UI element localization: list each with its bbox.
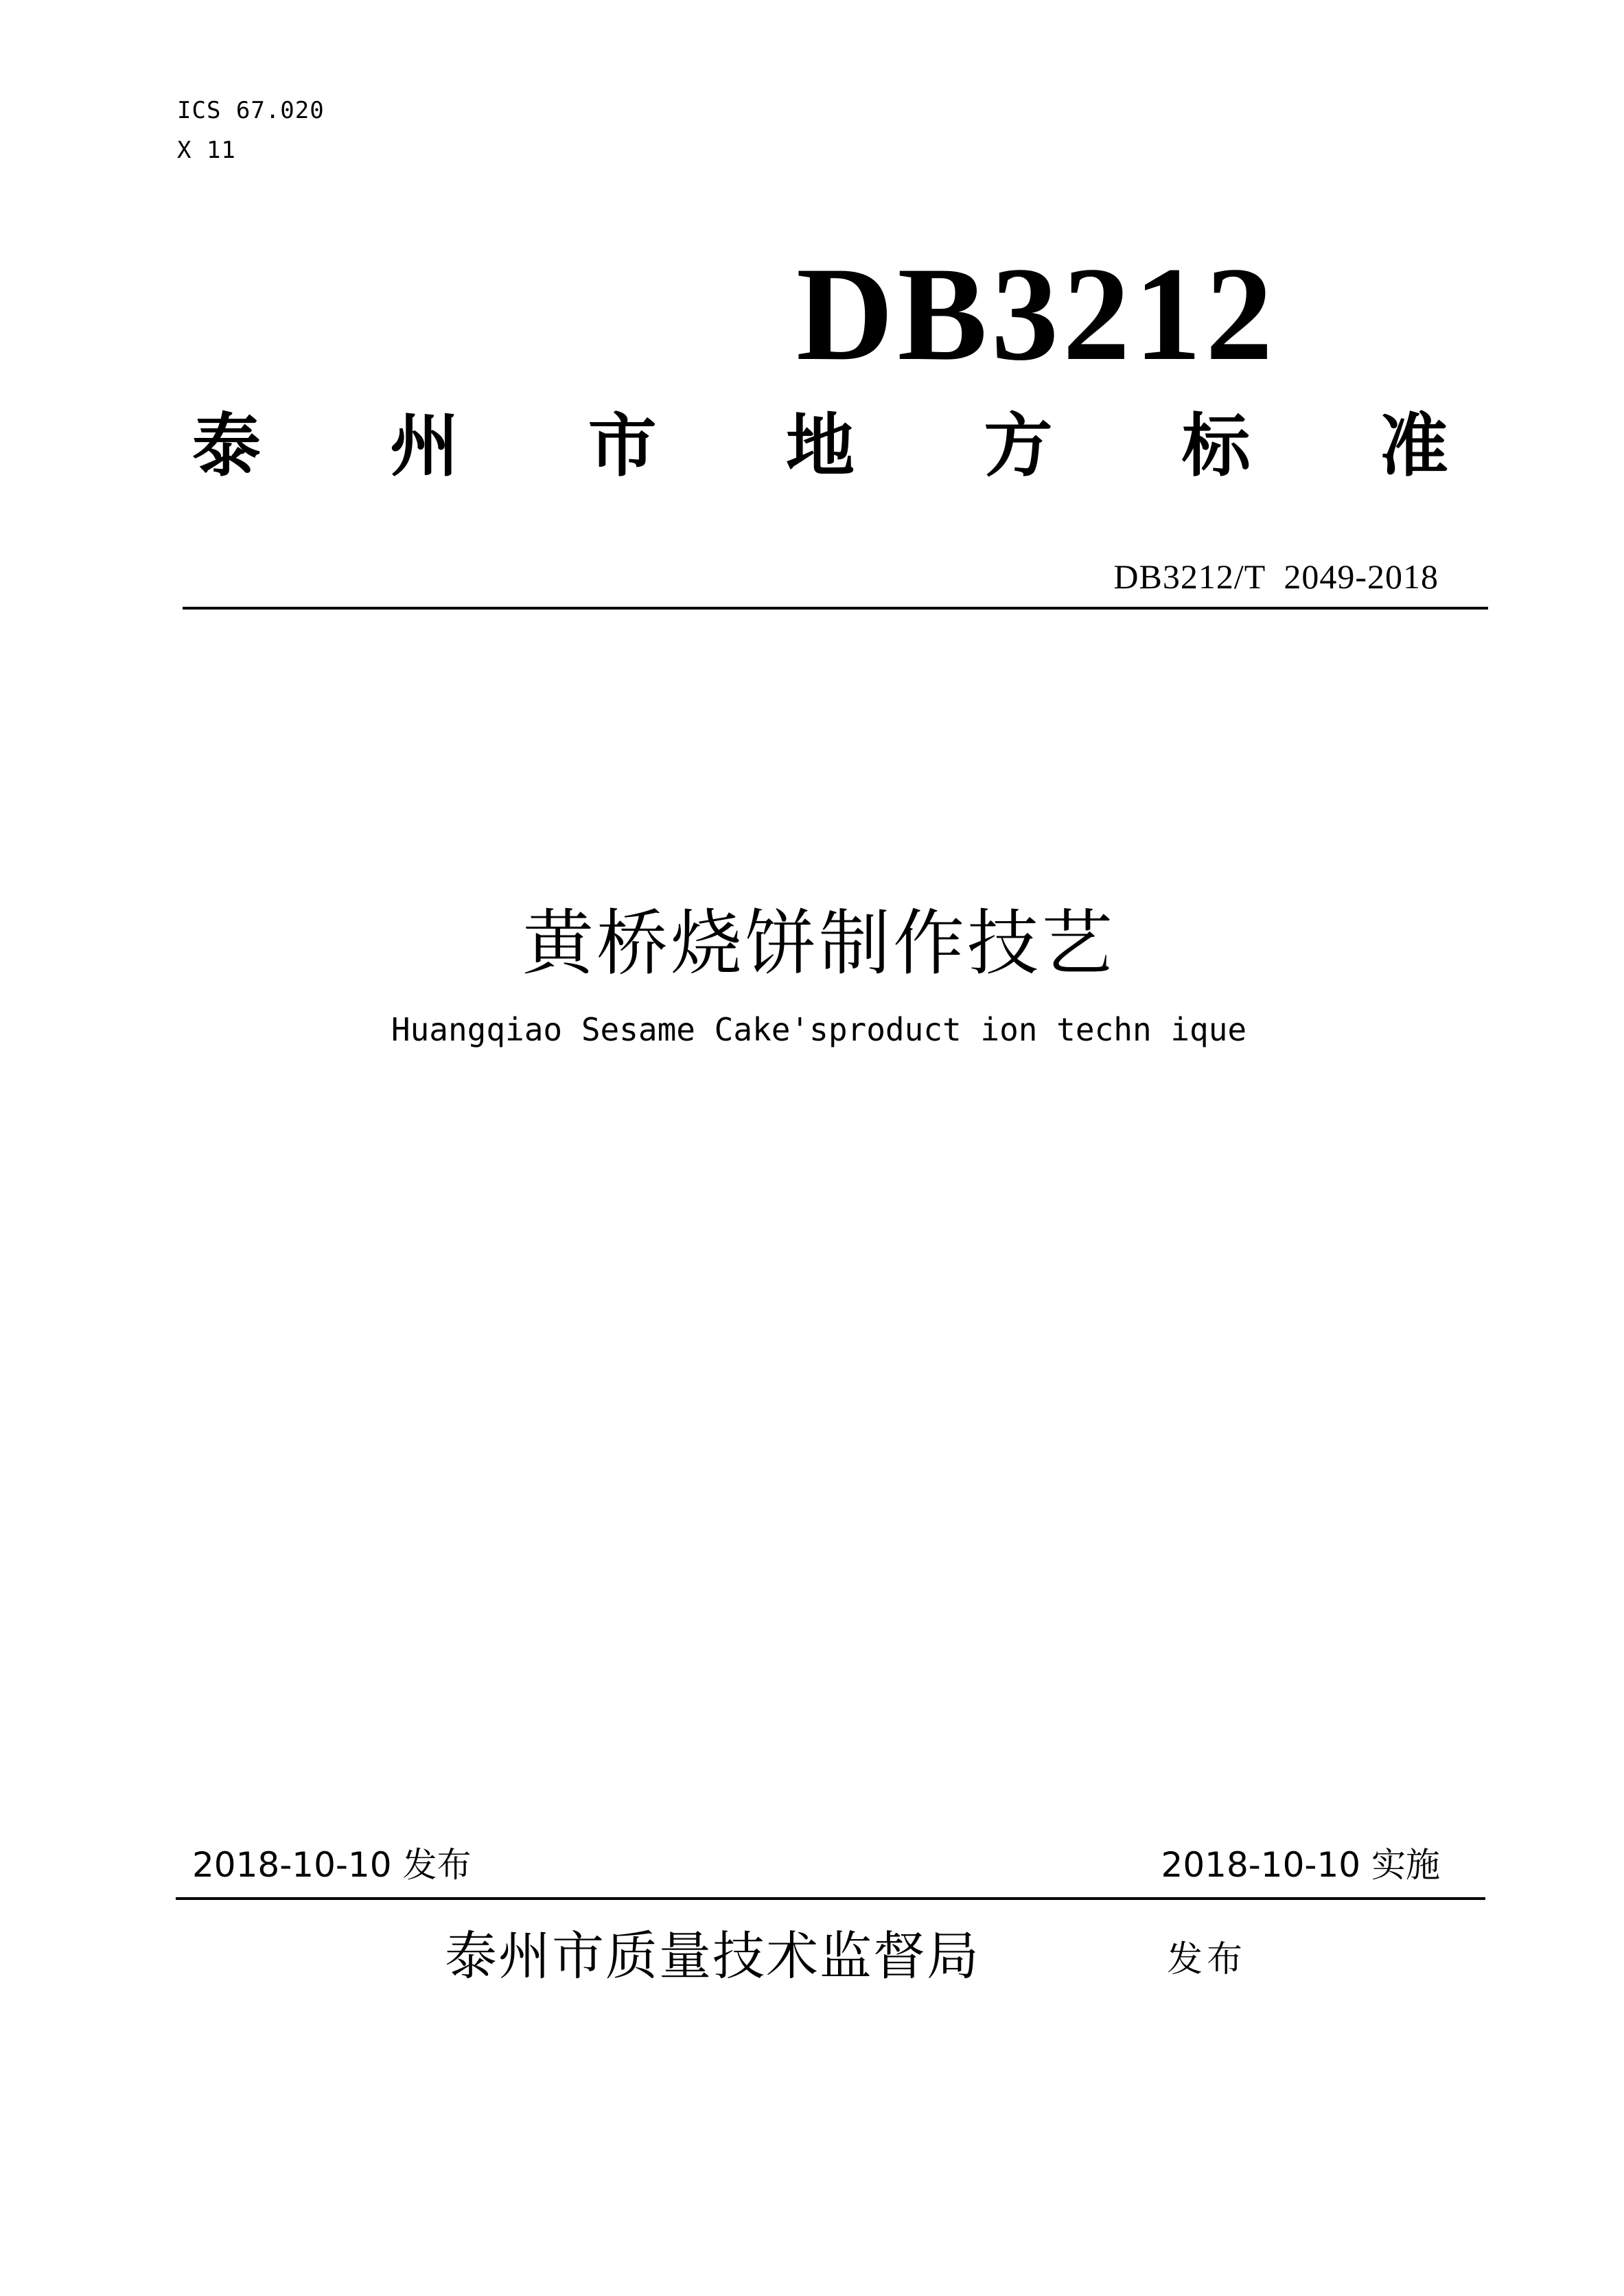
ics-code: ICS 67.020 (177, 97, 325, 124)
standard-type-char: 方 (984, 406, 1053, 486)
classification-codes (177, 91, 325, 170)
standard-type-char: 地 (785, 406, 855, 486)
standard-type-char: 准 (1379, 406, 1448, 486)
implementation-date: 2018-10-10 实施 (1161, 1845, 1440, 1885)
document-title-en: Huangqiao Sesame Cake'sproduct ion techn ique (391, 1011, 1247, 1048)
standard-type (192, 405, 1448, 487)
ccs-code: X 11 (177, 137, 236, 164)
standard-type-char: 市 (588, 406, 657, 486)
document-title-cn: 黄桥烧饼制作技艺 (522, 901, 1115, 985)
bottom-divider (176, 1897, 1485, 1900)
standard-type-char: 标 (1181, 406, 1251, 486)
standard-number: DB3212/T 2049-2018 (1113, 557, 1439, 596)
issuing-authority: 泰州市质量技术监督局 (445, 1925, 980, 1986)
issuing-label: 发布 (1167, 1939, 1247, 1980)
standard-type-char: 州 (390, 406, 459, 486)
standard-type-char: 泰 (192, 406, 261, 486)
standard-code: DB3212 (796, 240, 1277, 389)
top-divider (183, 607, 1488, 610)
issue-date: 2018-10-10 发布 (192, 1845, 472, 1885)
